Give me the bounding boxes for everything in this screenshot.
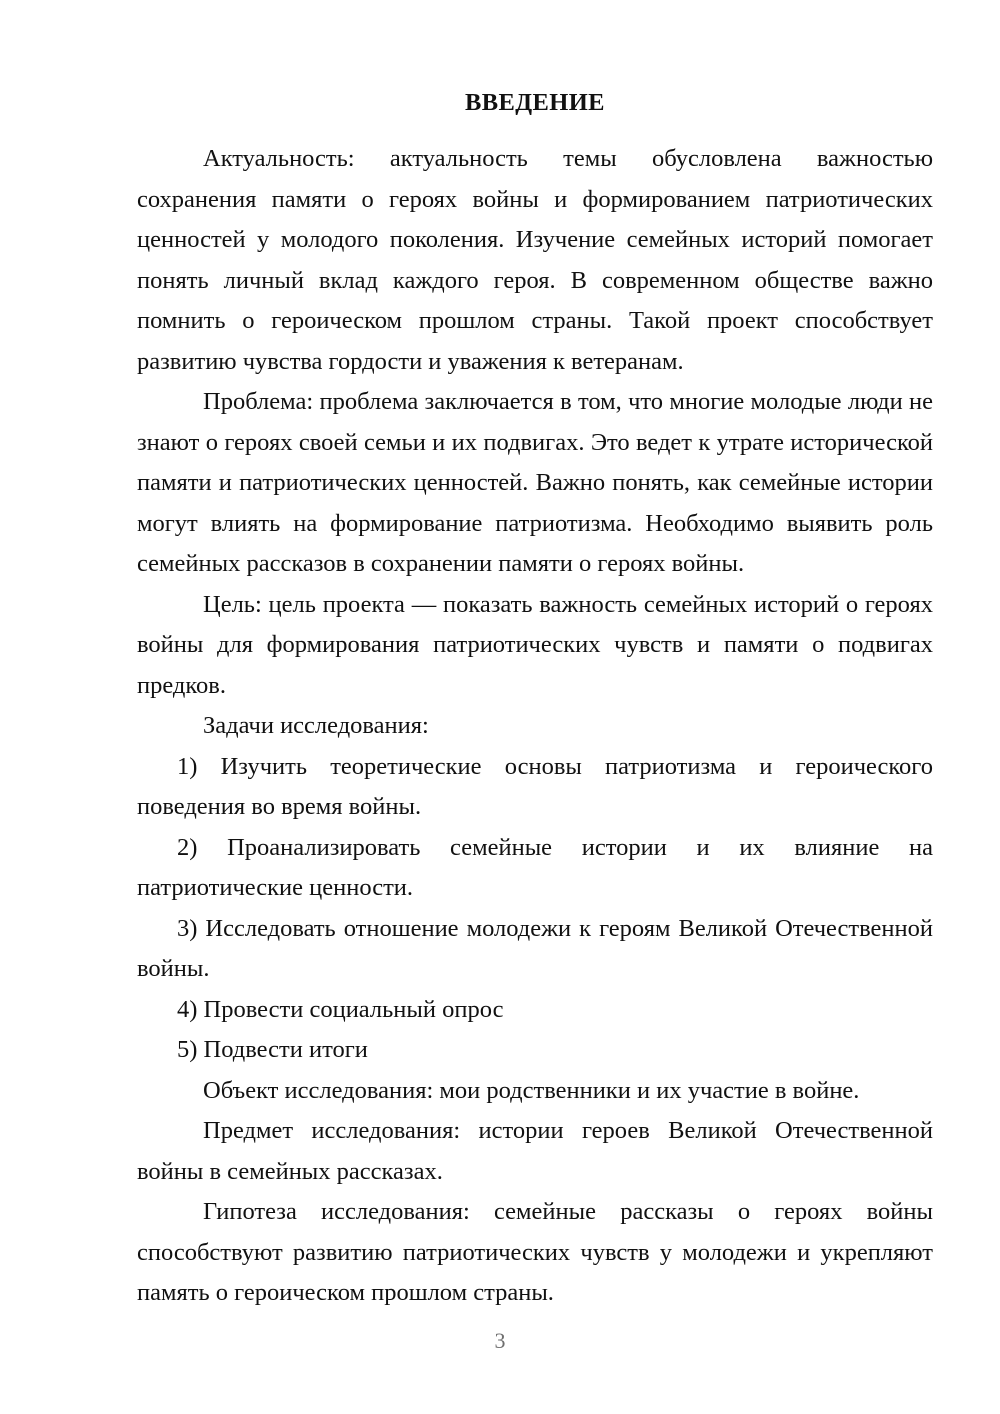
paragraph-relevance: Актуальность: актуальность темы обусловлена важностью сохранения памяти о героях войны и формированием патриотических ценностей у молодого поколения. Изучение семейных историй помогает понять личный вклад каждого героя. В современном обществе важно помнить о героическом прошлом страны. Такой проект способствует развитию чувства гордости и уважения к ветеранам. (137, 145, 933, 375)
paragraph-problem: Проблема: проблема заключается в том, что многие молодые люди не знают о героях своей семьи и их подвигах. Это ведет к утрате исторической памяти и патриотических ценностей. Важно понять, как семейные истории могут влиять на формирование патриотизма. Необходимо выявить роль семейных рассказов в сохранении памяти о героях войны. (137, 388, 933, 578)
paragraph-object: Объект исследования: мои родственники и их участие в войне. (203, 1076, 860, 1104)
page-title: ВВЕДЕНИЕ (465, 89, 605, 116)
list-item-task-4: 4) Провести социальный опрос (177, 995, 504, 1023)
paragraph-subject: Предмет исследования: истории героев Великой Отечественной войны в семейных рассказах. (137, 1117, 933, 1185)
list-item-task-2: 2) Проанализировать семейные истории и их влияние на патриотические ценности. (137, 833, 933, 902)
list-item-task-3: 3) Исследовать отношение молодежи к героям Великой Отечественной войны. (137, 914, 933, 983)
tasks-heading: Задачи исследования: (203, 712, 429, 740)
paragraph-hypothesis: Гипотеза исследования: семейные рассказы о героях войны способствуют развитию патриотических чувств у молодежи и укрепляют память о героическом прошлом страны. (137, 1198, 933, 1307)
document-body (137, 88, 933, 1314)
paragraph-goal: Цель: цель проекта — показать важность семейных историй о героях войны для формирования патриотических чувств и памяти о подвигах предков. (137, 590, 933, 699)
list-item-task-1: 1) Изучить теоретические основы патриотизма и героического поведения во время войны. (137, 752, 933, 821)
page-number: 3 (494, 1328, 506, 1353)
list-item-task-5: 5) Подвести итоги (177, 1036, 368, 1064)
